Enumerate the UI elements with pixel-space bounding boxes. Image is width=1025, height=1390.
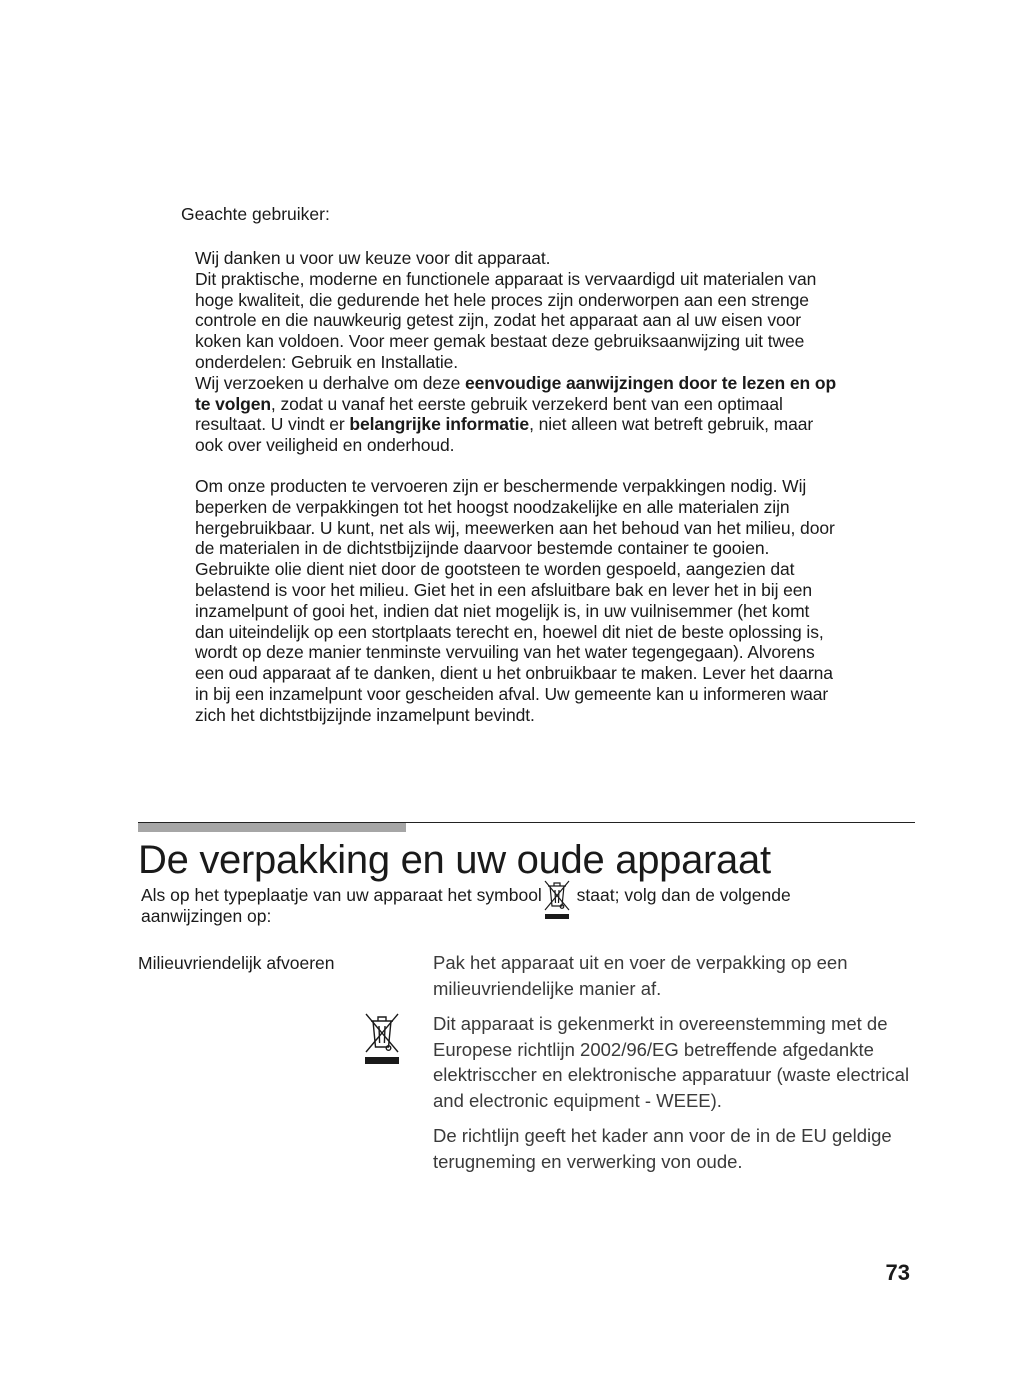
intro-paragraph-1: Wij danken u voor uw keuze voor dit apparaat. bbox=[195, 248, 551, 268]
intro-p3-end: , niet alleen wat betreft gebruik, maar ook over veiligheid en onderhoud. bbox=[195, 414, 814, 456]
section-intro-end: staat; volg dan de volgende aanwijzingen op: bbox=[141, 885, 791, 926]
intro-text bbox=[195, 248, 840, 726]
intro-paragraph-4: Om onze producten te vervoeren zijn er beschermende verpakkingen nodig. Wij beperken de verpakkingen tot het hoogst noodzakelijke en alle materialen zijn hergebruikbaar. U kunt, net als wij, meewerken aan het behoud van het milieu, door de materialen in de dichtstbijzijnde daarvoor bestemde container te gooien. Gebruikte olie dient niet door de gootsteen te worden gespoeld, aangezien dat belastend is voor het milieu. Giet het in een afsluitbare bak en lever het in bij een inzamelpunt of gooi het, indien dat niet mogelijk is, in uw vuilnisemmer (het komt dan uiteindelijk op een stortplaats terecht en, hoewel dit niet de beste oplossing is, wordt op deze manier tenminste vervuiling van het water tegengegaan). Alvorens een oud apparaat af te danken, dient u het onbruikbaar te maken. Lever het daarna in bij een inzamelpunt voor gescheiden afval. Uw gemeente kan u informeren waar zich het dichtstbijzijnde inzamelpunt bevindt. bbox=[195, 475, 835, 725]
section-title: De verpakking en uw oude apparaat bbox=[138, 838, 771, 882]
disposal-body bbox=[433, 950, 913, 1184]
disposal-paragraph-2: Dit apparaat is gekenmerkt in overeenstemming met de Europese richtlijn 2002/96/EG betreffende afgedankte elektrisccher en elektronische apparatuur (waste electrical and electronic equipment - WEEE). bbox=[433, 1013, 910, 1111]
disposal-heading: Milieuvriendelijk afvoeren bbox=[138, 953, 335, 973]
weee-crossed-bin-icon bbox=[362, 1010, 402, 1073]
intro-p3-start: Wij verzoeken u derhalve om deze bbox=[195, 372, 466, 393]
section-intro bbox=[141, 884, 831, 927]
paragraph-spacer bbox=[195, 456, 840, 476]
section-intro-start: Als op het typeplaatje van uw apparaat het symbool bbox=[141, 885, 542, 905]
intro-paragraph-2: Dit praktische, moderne en functionele apparaat is vervaardigd uit materialen van hoge kwaliteit, die gedurende het hele proces zijn onderworpen aan een strenge controle en die nauwkeurig getest zijn, zodat het apparaat aan al uw eisen voor koken kan voldoen. Voor meer gemak bestaat deze gebruiksaanwijzing uit twee onderdelen: Gebruik en Installatie. bbox=[195, 268, 817, 372]
weee-crossed-bin-icon bbox=[542, 884, 572, 904]
salutation: Geachte gebruiker: bbox=[181, 204, 330, 224]
disposal-paragraph-3: De richtlijn geeft het kader ann voor de in de EU geldige terugneming en verwerking von oude. bbox=[433, 1125, 892, 1172]
intro-p3-emphasis-1: eenvoudige aanwijzingen door te lezen en op te volgen bbox=[195, 372, 837, 414]
page-number: 73 bbox=[885, 1260, 910, 1285]
intro-p3-middle: , zodat u vanaf het eerste gebruik verzekerd bent van een optimaal resultaat. U vindt er bbox=[195, 393, 783, 435]
section-divider-bar bbox=[138, 823, 406, 832]
intro-p3-emphasis-2: belangrijke informatie bbox=[349, 414, 530, 435]
intro-paragraph-3 bbox=[195, 373, 840, 456]
disposal-paragraph-1: Pak het apparaat uit en voer de verpakking op een milieuvriendelijke manier af. bbox=[433, 952, 848, 999]
